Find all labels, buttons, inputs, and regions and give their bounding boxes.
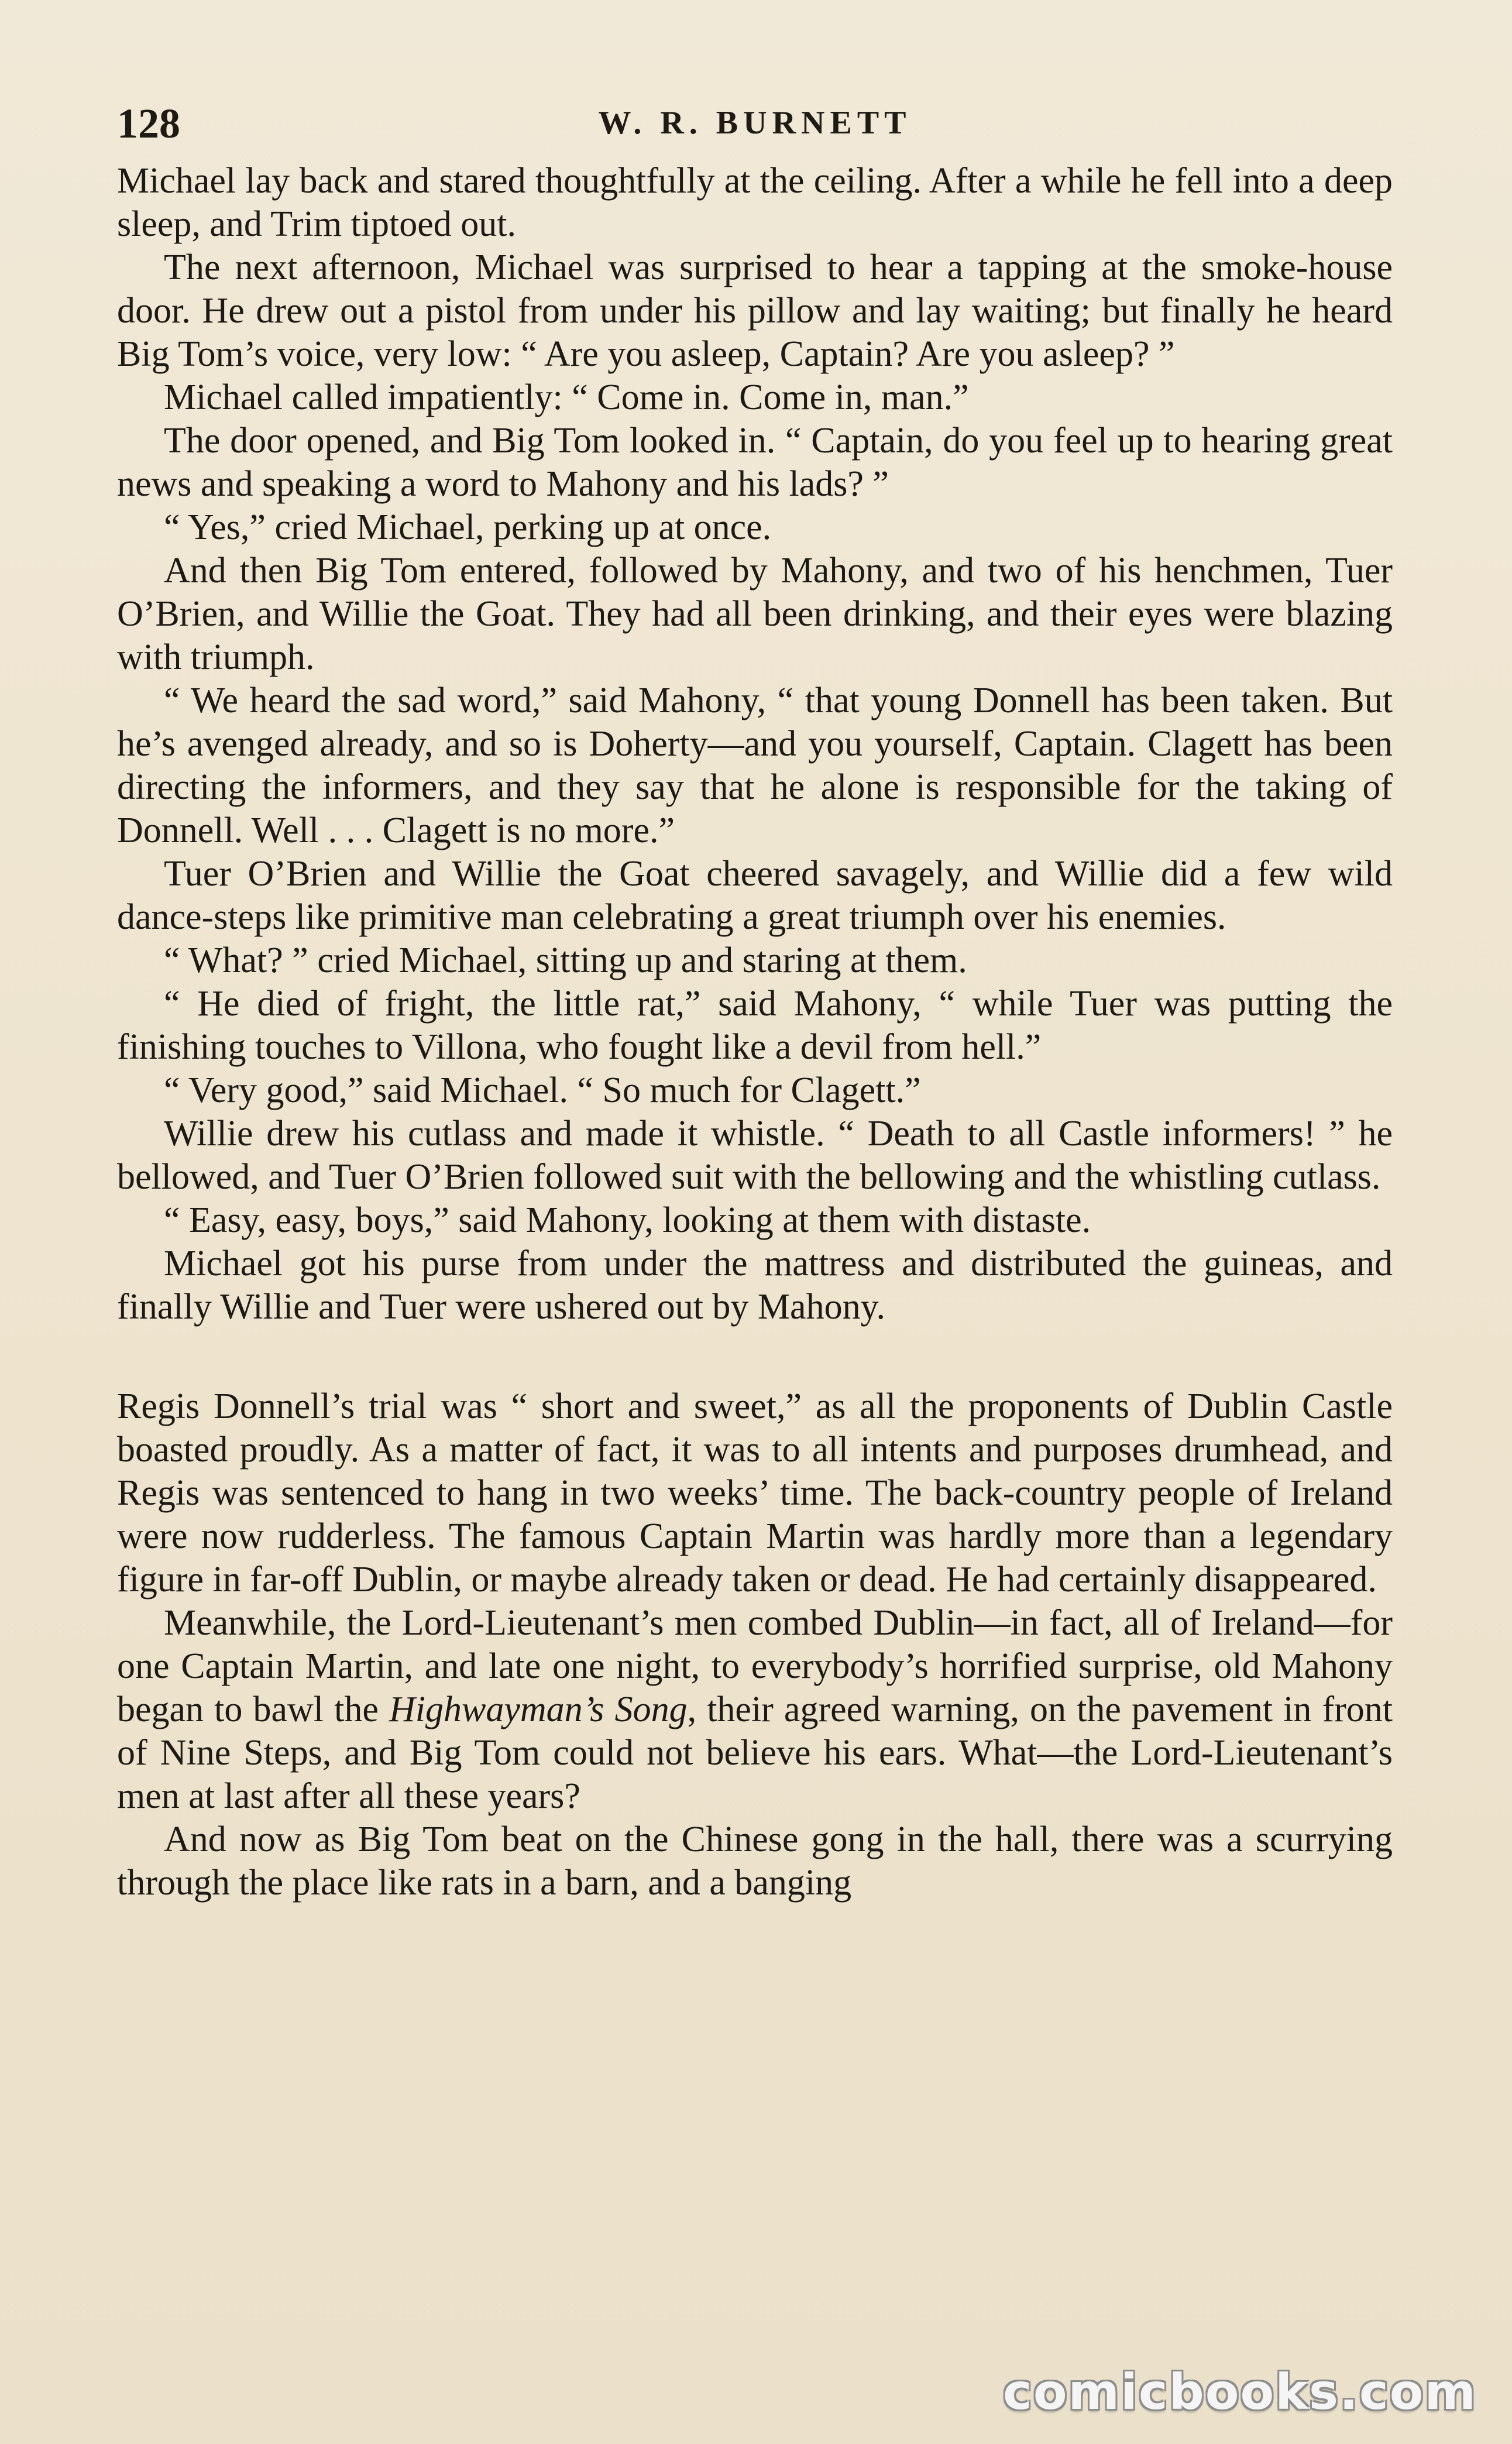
paragraph: “ Yes,” cried Michael, perking up at once. — [164, 507, 772, 547]
paragraph: Michael got his purse from under the mattress and distributed the guineas, and finally Willie and Tuer were ushered out by Mahony. — [117, 1244, 1393, 1327]
section-break — [117, 1329, 1393, 1385]
paragraph: And now as Big Tom beat on the Chinese gong in the hall, there was a scurrying through the place like rats in a barn, and a banging — [117, 1820, 1393, 1903]
paragraph: “ We heard the sad word,” said Mahony, “ that young Donnell has been taken. But he’s avenged already, and so is Doherty—and you yourself, Captain. Clagett has been directing the informers, and they say that he alone is responsible for the taking of Donnell. Well . . . Clagett is no more.” — [117, 681, 1393, 850]
paragraph: Willie drew his cutlass and made it whistle. “ Death to all Castle informers! ” he bellowed, and Tuer O’Brien followed suit with the bellowing and the whistling cutlass. — [117, 1114, 1393, 1197]
body-text — [117, 159, 1393, 1904]
paragraph: “ He died of fright, the little rat,” said Mahony, “ while Tuer was putting the finishing touches to Villona, who fought like a devil from hell.” — [117, 984, 1393, 1067]
watermark: comicbooks.com — [1003, 2363, 1477, 2421]
paragraph: “ Very good,” said Michael. “ So much for Clagett.” — [164, 1070, 921, 1110]
paragraph: “ Easy, easy, boys,” said Mahony, looking at them with distaste. — [164, 1200, 1091, 1240]
paragraph: Michael called impatiently: “ Come in. Come in, man.” — [164, 377, 969, 417]
song-title: Highwayman’s Song — [389, 1690, 688, 1729]
page-number: 128 — [117, 100, 180, 147]
paragraph: Regis Donnell’s trial was “ short and sweet,” as all the proponents of Dublin Castle boasted proudly. As a matter of fact, it was to all intents and purposes drumhead, and Regis was sentenced to hang in two weeks’ time. The back-country people of Ireland were now rudderless. The famous Captain Martin was hardly more than a legendary figure in far-off Dublin, or maybe already taken or dead. He had certainly disappeared. — [117, 1386, 1393, 1599]
paragraph: Michael lay back and stared thoughtfully at the ceiling. After a while he fell into a deep sleep, and Trim tiptoed out. — [117, 161, 1393, 244]
paragraph: The next afternoon, Michael was surprised to hear a tapping at the smoke-house door. He drew out a pistol from under his pillow and lay waiting; but finally he heard Big Tom’s voice, very low: “ Are you asleep, Captain? Are you asleep? ” — [117, 248, 1393, 374]
paragraph-text: , their agreed warning, on the pavement in front of Nine Steps, and Big Tom could not believe his ears. What—the Lord-Lieutenant’s men at last after all these years? — [117, 1690, 1393, 1816]
paragraph: Tuer O’Brien and Willie the Goat cheered savagely, and Willie did a few wild dance-steps like primitive man celebrating a great triumph over his enemies. — [117, 854, 1393, 937]
paragraph: The door opened, and Big Tom looked in. “ Captain, do you feel up to hearing great news and speaking a word to Mahony and his lads? ” — [117, 421, 1393, 504]
paragraph: And then Big Tom entered, followed by Mahony, and two of his henchmen, Tuer O’Brien, and Willie the Goat. They had all been drinking, and their eyes were blazing with triumph. — [117, 551, 1393, 677]
paragraph-text: Meanwhile, the Lord-Lieutenant’s men combed Dublin—in fact, all of Ireland—for one Captain Martin, and late one night, to everybody’s horrified surprise, old Mahony began to bawl the — [117, 1603, 1393, 1729]
paragraph: “ What? ” cried Michael, sitting up and staring at them. — [164, 940, 967, 980]
paragraph-with-song-title — [117, 1601, 1393, 1818]
running-head: W. R. BURNETT — [598, 105, 912, 141]
page-header — [117, 99, 1393, 164]
